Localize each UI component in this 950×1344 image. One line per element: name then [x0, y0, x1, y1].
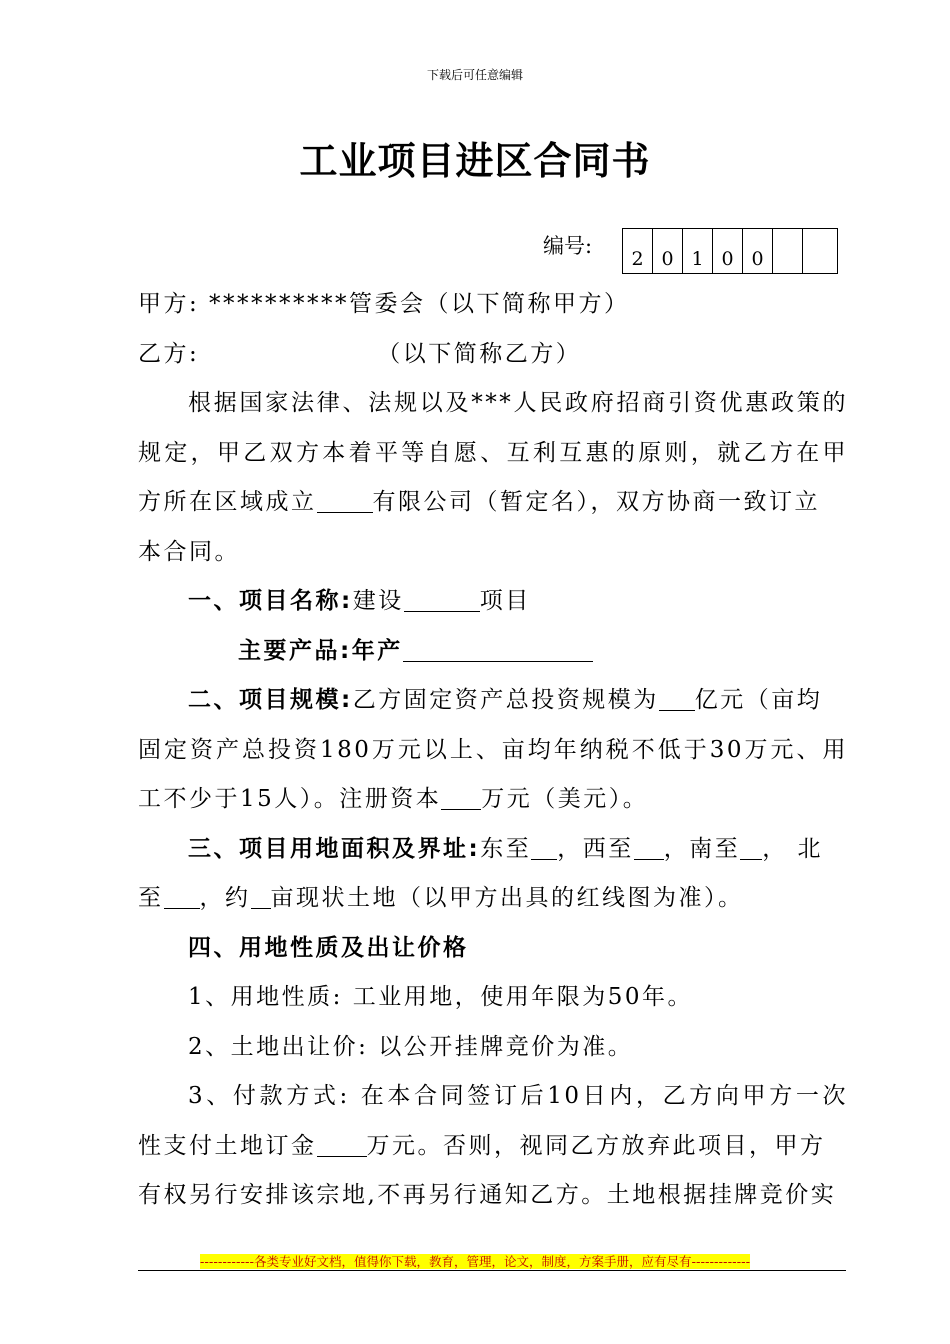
east-blank [531, 831, 557, 860]
main-product-line [138, 627, 848, 677]
intro-line-2: 规定，甲乙双方本着平等自愿、互利互惠的原则，就乙方在甲 [138, 439, 848, 466]
section-text: 万元（美元）。 [481, 786, 649, 812]
number-cell: 0 [653, 229, 683, 273]
main-product-text: 年产 [351, 637, 403, 664]
west-blank [634, 831, 664, 860]
section-text: ，西至 [557, 835, 634, 862]
section-3-line-1 [138, 825, 848, 875]
section-text: 东至 [480, 835, 532, 862]
section-text: 项目 [479, 588, 531, 614]
deposit-blank [317, 1128, 367, 1157]
number-cell [773, 229, 803, 273]
section-1-line [138, 577, 848, 627]
section-text: ， 北 [762, 835, 824, 862]
section-4-item-1: 1、用地性质: 工业用地，使用年限为50年。 [188, 984, 693, 1010]
section-text: 万元。否则，视同乙方放弃此项目，甲方 [366, 1132, 826, 1159]
main-product-heading: 主要产品: [238, 637, 352, 664]
intro-text: 方所在区域成立 [138, 489, 317, 515]
section-2-line-3 [138, 775, 848, 825]
footer-divider [138, 1270, 846, 1271]
section-2-heading: 二、项目规模: [188, 687, 353, 713]
product-blank [403, 633, 593, 662]
area-blank [251, 880, 271, 909]
number-cell [803, 229, 837, 273]
party-a-line: 甲方: **********管委会（以下简称甲方） [138, 291, 630, 317]
section-text: 建设 [352, 588, 404, 614]
number-cell: 0 [713, 229, 743, 273]
section-2-line-2: 固定资产总投资180万元以上、亩均年纳税不低于30万元、用 [138, 736, 848, 763]
south-blank [740, 831, 762, 860]
party-b-label: 乙方: [138, 340, 200, 367]
company-name-blank [317, 484, 373, 513]
section-2-line-1 [138, 676, 848, 726]
section-text: ，南至 [663, 835, 741, 862]
number-cell: 1 [683, 229, 713, 273]
section-text: 性支付土地订金 [138, 1132, 317, 1159]
footer-note-text: ------------各类专业好文档，值得你下载，教育，管理，论文，制度，方案手册，应有尽有------------- [199, 1254, 751, 1269]
header-note: 下载后可任意编辑 [426, 68, 523, 82]
intro-line-1: 根据国家法律、法规以及***人民政府招商引资优惠政策的 [188, 390, 848, 416]
number-cell: 2 [623, 229, 653, 273]
footer-note [0, 1252, 950, 1270]
section-4-item-2: 2、土地出让价: 以公开挂牌竞价为准。 [188, 1033, 634, 1060]
document-title: 工业项目进区合同书 [299, 139, 651, 183]
north-blank [164, 880, 200, 909]
section-text: 乙方固定资产总投资规模为 [352, 687, 659, 713]
section-1-heading: 一、项目名称: [188, 588, 353, 614]
section-text: 工不少于15人）。注册资本 [138, 786, 442, 812]
party-b-line [138, 330, 848, 380]
section-4-item-3-line-1: 3、付款方式: 在本合同签订后10日内，乙方向甲方一次 [188, 1083, 848, 1109]
contract-body [138, 280, 848, 1221]
investment-blank [659, 682, 695, 711]
section-3-heading: 三、项目用地面积及界址: [188, 835, 481, 862]
section-4-item-3-line-2 [138, 1122, 848, 1172]
party-b-suffix: （以下简称乙方） [377, 340, 582, 367]
capital-blank [441, 781, 481, 810]
section-text: 亩现状土地（以甲方出具的红线图为准）。 [270, 885, 744, 911]
intro-line-3 [138, 478, 848, 528]
project-name-blank [404, 583, 480, 612]
section-text: ，约 [199, 885, 251, 911]
section-text: 至 [138, 885, 164, 911]
section-4-item-3-line-3: 有权另行安排该宗地,不再另行通知乙方。土地根据挂牌竞价实 [138, 1182, 837, 1208]
number-label: 编号: [543, 234, 593, 258]
number-box [622, 228, 838, 274]
section-text: 亿元（亩均 [694, 687, 823, 713]
section-3-line-2 [138, 874, 848, 924]
intro-text: 有限公司（暂定名），双方协商一致订立 [372, 489, 820, 515]
number-cell: 0 [743, 229, 773, 273]
section-4-heading: 四、用地性质及出让价格 [188, 934, 469, 961]
intro-line-4: 本合同。 [138, 538, 240, 565]
